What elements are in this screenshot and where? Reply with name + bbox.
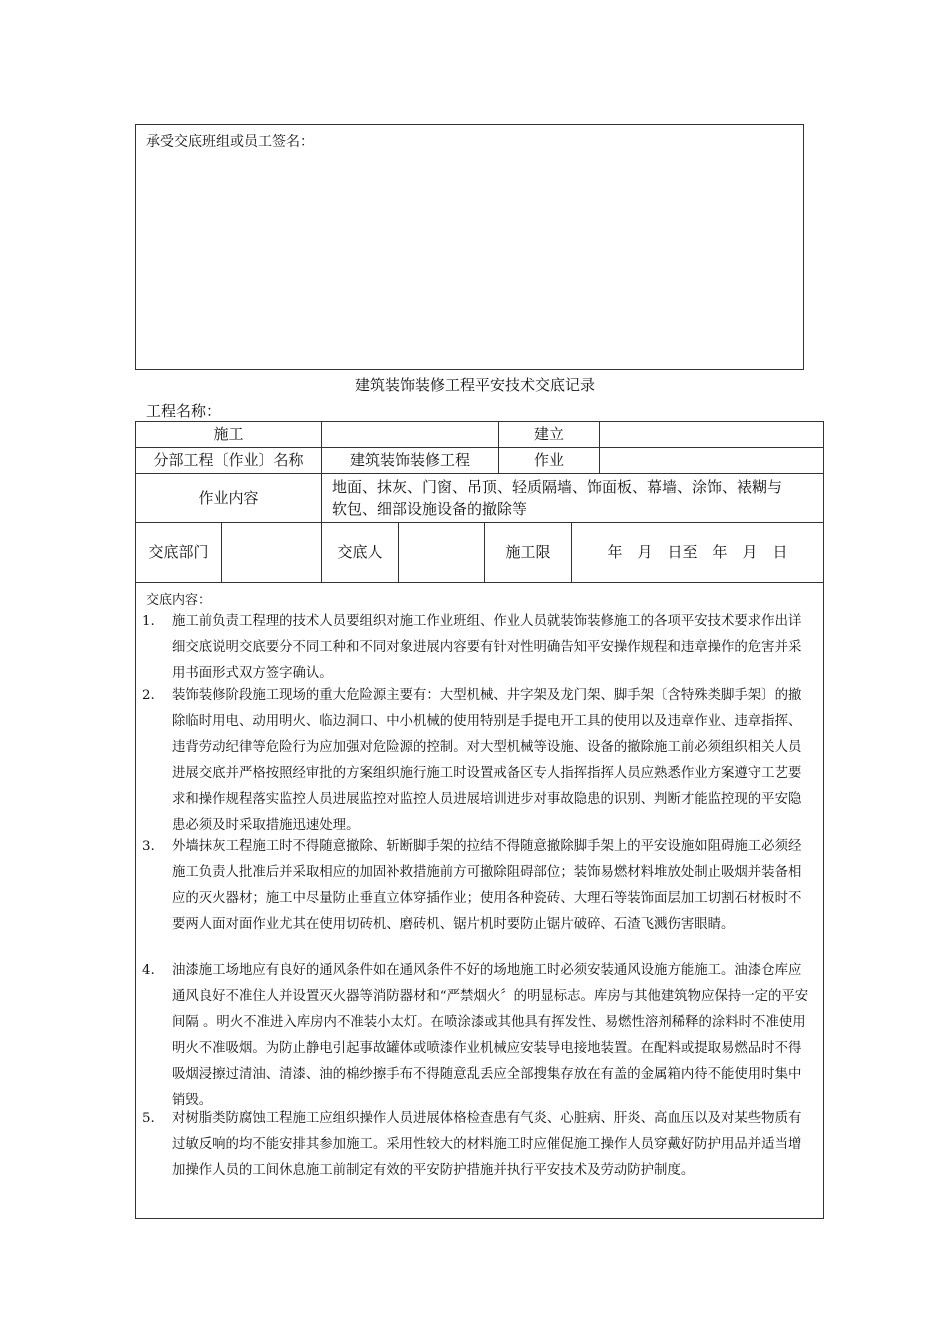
item-text: 外墙抹灰工程施工时不得随意撤除、斩断脚手架的拉结不得随意撤除脚手架上的平安设施如阻碍施工必须经施工负责人批准后并采取相应的加固补救措施前方可撤除阻碍部位；装饰易燃材料堆放处制止吸烟并装备相应的灭火器材；施工中尽量防止垂直立体穿插作业；使用各种瓷砖、大理石等装饰面层加工切割石材板时不要两人面对面作业尤其在使用切砖机、磨砖机、锯片机时要防止锯片破碎、石渣飞溅伤害眼睛。 xyxy=(172,839,802,932)
list-item xyxy=(142,609,812,687)
cell-work-content-label: 作业内容 xyxy=(135,473,322,523)
project-name-label: 工程名称： xyxy=(146,402,222,420)
item-text: 油漆施工场地应有良好的通风条件如在通风条件不好的场地施工时必须安装通风设施方能施工。油漆仓库应通风良好不准住人并设置灭火器等消防器材和“严禁烟火〞的明显标志。库房与其他建筑物应保持一定的平安间隔 。明火不准进入库房内不准装小太灯。在喷涂漆或其他具有挥发性、易燃性溶剂稀释的涂料时不准使用明火不准吸烟。为防止静电引起事故罐体或喷漆作业机械应安装导电接地装置。在配料或提取易燃品时不得吸烟浸擦过清油、清漆、油的棉纱擦手布不得随意乱丢应全部搜集存放在有盖的金属箱内待不能使用时集中销毁。 xyxy=(172,963,809,1108)
cell-construction-label: 施工 xyxy=(135,421,322,448)
list-item xyxy=(142,683,812,839)
cell-builder-label: 建立 xyxy=(498,421,600,448)
cell-work-content-value: 地面、抹灰、门窗、吊顶、轻质隔墙、饰面板、幕墙、涂饰、裱糊与软包、细部设施设备的撤除等 xyxy=(321,473,824,523)
list-item xyxy=(142,958,812,1114)
item-text: 装饰装修阶段施工现场的重大危险源主要有：大型机械、井字架及龙门架、脚手架〔含特殊类脚手架〕的撤除临时用电、动用明火、临边洞口、中小机械的使用特别是手提电开工具的使用以及违章作业、违章指挥、违背劳动纪律等危险行为应加强对危险源的控制。对大型机械等设施、设备的撤除施工前必须组织相关人员进展交底并严格按照经审批的方案组织施行施工时设置戒备区专人指挥指挥人员应熟悉作业方案遵守工艺要求和操作规程落实监控人员进展监控对监控人员进展培训进步对事故隐患的识别、判断才能监控现的平安隐患必须及时采取措施迅速处理。 xyxy=(172,688,802,833)
cell-presenter-value xyxy=(398,522,485,583)
cell-dept-value xyxy=(221,522,322,583)
item-number: 5. xyxy=(142,1111,155,1126)
signature-label: 承受交底班组或员工签名： xyxy=(146,134,314,150)
item-number: 4. xyxy=(142,963,155,978)
cell-dept-label: 交底部门 xyxy=(135,522,222,583)
cell-construction-value xyxy=(321,421,499,448)
cell-work-label: 作业 xyxy=(498,447,600,474)
document-title: 建筑装饰装修工程平安技术交底记录 xyxy=(354,376,595,394)
item-number: 2. xyxy=(142,688,155,703)
cell-builder-value xyxy=(599,421,824,448)
signature-box xyxy=(135,124,804,370)
cell-work-value xyxy=(599,447,824,474)
list-item xyxy=(142,1106,812,1184)
item-text: 施工前负责工程理的技术人员要组织对施工作业班组、作业人员就装饰装修施工的各项平安技术要求作出详细交底说明交底要分不同工种和不同对象进展内容要有针对性明确告知平安操作规程和违章操作的危害并采用书面形式双方签字确认。 xyxy=(172,614,802,681)
item-text: 对树脂类防腐蚀工程施工应组织操作人员进展体格检查患有气炎、心脏病、肝炎、高血压以及对某些物质有过敏反响的均不能安排其参加施工。采用性较大的材料施工时应催促施工操作人员穿戴好防护用品并适当增加操作人员的工间休息施工前制定有效的平安防护措施并执行平安技术及劳动防护制度。 xyxy=(172,1111,802,1178)
cell-subproject-value: 建筑装饰装修工程 xyxy=(321,447,499,474)
item-number: 1. xyxy=(142,614,155,629)
item-number: 3. xyxy=(142,839,155,854)
cell-presenter-label: 交底人 xyxy=(321,522,399,583)
content-heading: 交底内容： xyxy=(146,593,212,608)
cell-subproject-label: 分部工程〔作业〕名称 xyxy=(135,447,322,474)
list-item xyxy=(142,834,812,938)
cell-period-label: 施工限 xyxy=(484,522,572,583)
briefing-content xyxy=(135,582,824,1219)
cell-period-value: 年 月 日至 年 月 日 xyxy=(571,522,824,583)
